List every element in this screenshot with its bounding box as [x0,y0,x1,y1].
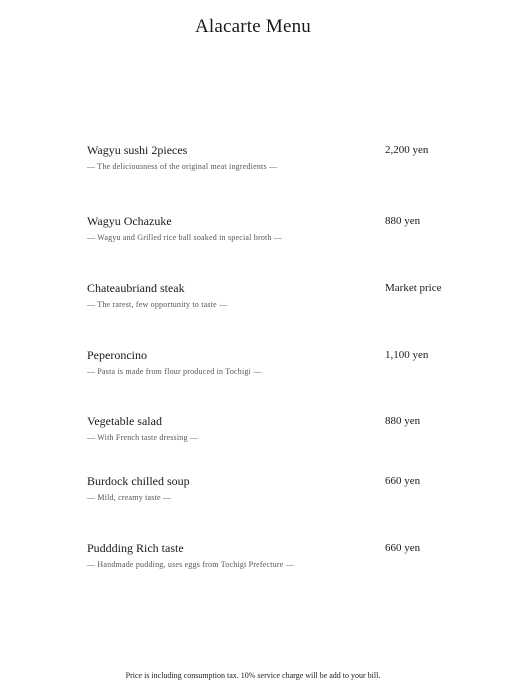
menu-item [87,143,467,183]
item-name: Wagyu sushi 2pieces [87,143,188,157]
menu-title: Alacarte Menu [194,16,311,37]
item-price: 660 yen [385,475,421,487]
item-description: — Mild, creamy taste — [87,493,172,502]
item-description: — Pasta is made from flour produced in Tochigi — [87,367,262,376]
item-price: 2,200 yen [385,144,429,156]
item-name: Burdock chilled soup [87,474,190,488]
item-name: Wagyu Ochazuke [87,214,172,228]
menu-item [87,214,467,254]
item-name: Peperoncino [87,348,147,362]
menu-item [87,474,467,514]
item-description: — Handmade pudding, uses eggs from Tochigi Prefecture — [87,560,294,569]
item-price: Market price [385,282,442,294]
menu-item [87,348,467,388]
item-name: Puddding Rich taste [87,541,184,555]
item-description: — The deliciousness of the original meat ingredients — [87,162,278,171]
item-description: — The rarest, few opportunity to taste — [87,300,228,309]
menu-item [87,281,467,321]
item-name: Vegetable salad [87,414,162,428]
tax-notice: Price is including consumption tax. 10% service charge will be add to your bill. [125,671,381,680]
item-price: 1,100 yen [385,349,429,361]
item-description: — Wagyu and Grilled rice ball soaked in special broth — [87,233,283,242]
item-price: 880 yen [385,415,421,427]
menu-item [87,414,467,454]
item-price: 660 yen [385,542,421,554]
menu-item [87,541,467,581]
item-description: — With French taste dressing — [87,433,199,442]
item-name: Chateaubriand steak [87,281,185,295]
item-price: 880 yen [385,215,421,227]
